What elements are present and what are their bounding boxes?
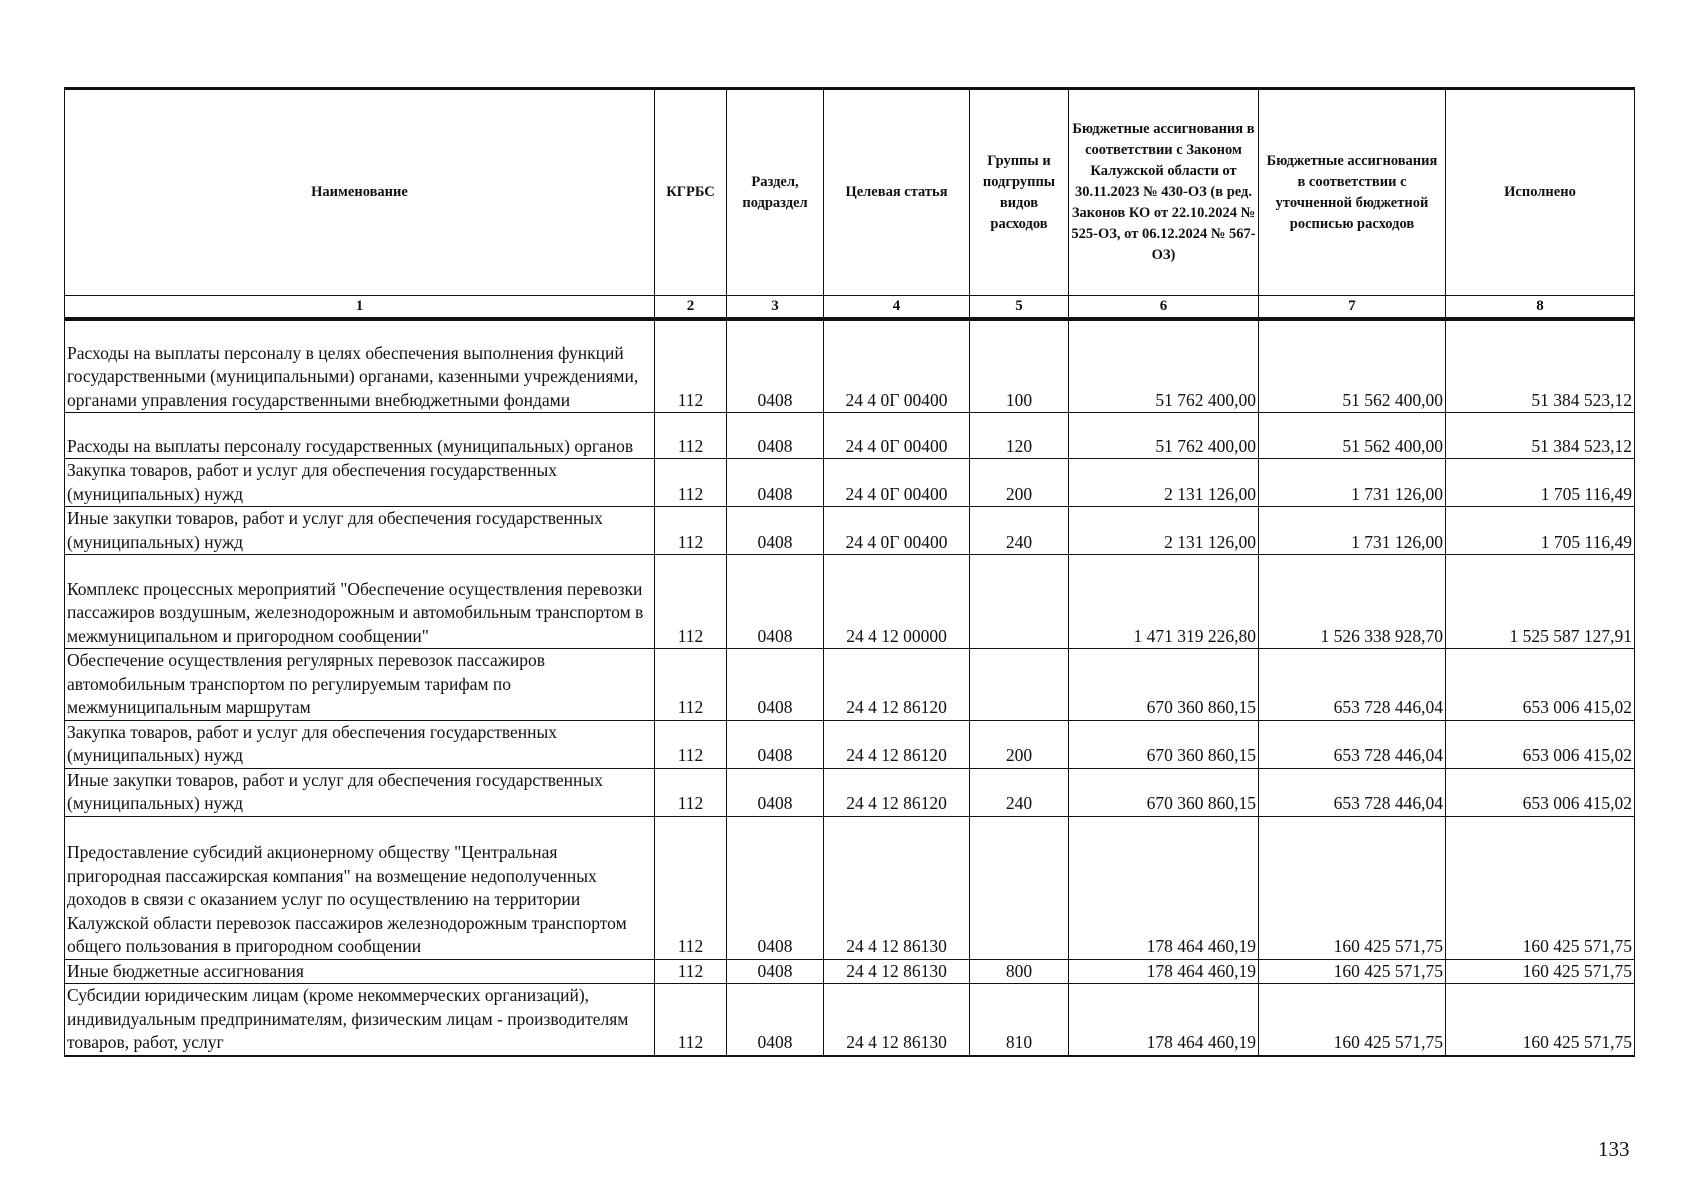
row-section: 0408 [727,649,824,721]
row-kgrbs: 112 [655,319,727,413]
row-target-article: 24 4 12 86120 [824,768,970,816]
table-row [65,459,1635,507]
row-law-allocation: 2 131 126,00 [1069,507,1259,555]
page-number: 133 [1598,1137,1630,1161]
row-list-allocation: 653 728 446,04 [1259,649,1446,721]
row-executed: 1 705 116,49 [1446,459,1635,507]
row-section: 0408 [727,459,824,507]
row-list-allocation: 160 425 571,75 [1259,816,1446,959]
row-target-article: 24 4 0Г 00400 [824,507,970,555]
row-kgrbs: 112 [655,984,727,1056]
column-number: 4 [824,296,970,319]
table-row [65,507,1635,555]
header-row [65,89,1635,296]
header-section: Раздел, подраздел [727,89,824,296]
row-law-allocation: 1 471 319 226,80 [1069,555,1259,649]
row-kgrbs: 112 [655,507,727,555]
row-executed: 160 425 571,75 [1446,984,1635,1056]
column-number: 5 [970,296,1069,319]
row-law-allocation: 178 464 460,19 [1069,984,1259,1056]
row-section: 0408 [727,768,824,816]
row-law-allocation: 670 360 860,15 [1069,768,1259,816]
row-list-allocation: 653 728 446,04 [1259,768,1446,816]
table-row [65,413,1635,459]
row-executed: 653 006 415,02 [1446,649,1635,721]
header-expense-groups: Группы и подгруппы видов расходов [970,89,1069,296]
row-kgrbs: 112 [655,720,727,768]
row-expense-group [970,649,1069,721]
row-section: 0408 [727,319,824,413]
table-row [65,555,1635,649]
column-number: 8 [1446,296,1635,319]
row-name: Закупка товаров, работ и услуг для обеспечения государственных (муниципальных) нужд [65,459,655,507]
row-name: Расходы на выплаты персоналу в целях обеспечения выполнения функций государственными (муниципальными) органами, казенными учреждениями, органами управления государственными внебюджетными фондами [65,319,655,413]
row-executed: 1 705 116,49 [1446,507,1635,555]
row-expense-group: 810 [970,984,1069,1056]
row-list-allocation: 51 562 400,00 [1259,319,1446,413]
row-target-article: 24 4 0Г 00400 [824,319,970,413]
row-section: 0408 [727,816,824,959]
row-name: Расходы на выплаты персоналу государственных (муниципальных) органов [65,413,655,459]
row-law-allocation: 51 762 400,00 [1069,319,1259,413]
row-name: Иные бюджетные ассигнования [65,959,655,984]
row-kgrbs: 112 [655,555,727,649]
header-target-article: Целевая статья [824,89,970,296]
table-body [65,319,1635,1056]
budget-table [64,87,1635,1057]
row-target-article: 24 4 12 86130 [824,816,970,959]
row-expense-group [970,555,1069,649]
row-list-allocation: 1 526 338 928,70 [1259,555,1446,649]
column-number: 7 [1259,296,1446,319]
row-section: 0408 [727,507,824,555]
row-name: Субсидии юридическим лицам (кроме некоммерческих организаций), индивидуальным предпринимателям, физическим лицам - производителям товаров, работ, услуг [65,984,655,1056]
row-section: 0408 [727,959,824,984]
row-target-article: 24 4 0Г 00400 [824,413,970,459]
row-section: 0408 [727,413,824,459]
row-expense-group: 240 [970,768,1069,816]
table-row [65,768,1635,816]
column-number: 2 [655,296,727,319]
row-target-article: 24 4 12 86130 [824,959,970,984]
row-expense-group [970,816,1069,959]
row-expense-group: 240 [970,507,1069,555]
header-list-allocations: Бюджетные ассигнования в соответствии с уточненной бюджетной росписью расходов [1259,89,1446,296]
row-target-article: 24 4 0Г 00400 [824,459,970,507]
row-law-allocation: 51 762 400,00 [1069,413,1259,459]
row-kgrbs: 112 [655,959,727,984]
row-name: Иные закупки товаров, работ и услуг для обеспечения государственных (муниципальных) нужд [65,768,655,816]
header-kgrbs: КГРБС [655,89,727,296]
row-list-allocation: 653 728 446,04 [1259,720,1446,768]
row-law-allocation: 178 464 460,19 [1069,959,1259,984]
row-target-article: 24 4 12 86120 [824,720,970,768]
row-name: Обеспечение осуществления регулярных перевозок пассажиров автомобильным транспортом по регулируемым тарифам по межмуниципальным маршрутам [65,649,655,721]
row-law-allocation: 670 360 860,15 [1069,720,1259,768]
row-expense-group: 100 [970,319,1069,413]
column-number: 6 [1069,296,1259,319]
row-target-article: 24 4 12 00000 [824,555,970,649]
row-kgrbs: 112 [655,459,727,507]
row-expense-group: 120 [970,413,1069,459]
header-name: Наименование [65,89,655,296]
table-row [65,319,1635,413]
row-section: 0408 [727,555,824,649]
row-executed: 653 006 415,02 [1446,720,1635,768]
row-target-article: 24 4 12 86120 [824,649,970,721]
row-expense-group: 200 [970,720,1069,768]
row-expense-group: 200 [970,459,1069,507]
row-section: 0408 [727,984,824,1056]
row-expense-group: 800 [970,959,1069,984]
row-executed: 1 525 587 127,91 [1446,555,1635,649]
row-list-allocation: 1 731 126,00 [1259,507,1446,555]
row-list-allocation: 160 425 571,75 [1259,959,1446,984]
row-kgrbs: 112 [655,649,727,721]
row-kgrbs: 112 [655,768,727,816]
table-row [65,816,1635,959]
row-executed: 51 384 523,12 [1446,413,1635,459]
row-kgrbs: 112 [655,413,727,459]
table-row [65,720,1635,768]
row-list-allocation: 51 562 400,00 [1259,413,1446,459]
row-name: Закупка товаров, работ и услуг для обеспечения государственных (муниципальных) нужд [65,720,655,768]
row-executed: 653 006 415,02 [1446,768,1635,816]
column-number: 3 [727,296,824,319]
row-executed: 51 384 523,12 [1446,319,1635,413]
row-executed: 160 425 571,75 [1446,959,1635,984]
row-target-article: 24 4 12 86130 [824,984,970,1056]
row-law-allocation: 670 360 860,15 [1069,649,1259,721]
table-row [65,984,1635,1056]
row-law-allocation: 178 464 460,19 [1069,816,1259,959]
header-law-allocations: Бюджетные ассигнования в соответствии с Законом Калужской области от 30.11.2023 № 430-ОЗ (в ред. Законов КО от 22.10.2024 № 525-ОЗ, от 06.12.2024 № 567-ОЗ) [1069,89,1259,296]
row-list-allocation: 160 425 571,75 [1259,984,1446,1056]
header-executed: Исполнено [1446,89,1635,296]
table-row [65,649,1635,721]
row-law-allocation: 2 131 126,00 [1069,459,1259,507]
row-section: 0408 [727,720,824,768]
row-name: Комплекс процессных мероприятий "Обеспечение осуществления перевозки пассажиров воздушным, железнодорожным и автомобильным транспортом в межмуниципальном и пригородном сообщении" [65,555,655,649]
column-number-row [65,296,1635,319]
table-row [65,959,1635,984]
row-name: Иные закупки товаров, работ и услуг для обеспечения государственных (муниципальных) нужд [65,507,655,555]
row-kgrbs: 112 [655,816,727,959]
column-number: 1 [65,296,655,319]
row-list-allocation: 1 731 126,00 [1259,459,1446,507]
row-name: Предоставление субсидий акционерному обществу "Центральная пригородная пассажирская компания" на возмещение недополученных доходов в связи с оказанием услуг по осуществлению на территории Калужской области перевозок пассажиров железнодорожным транспортом общего пользования в пригородном сообщении [65,816,655,959]
row-executed: 160 425 571,75 [1446,816,1635,959]
